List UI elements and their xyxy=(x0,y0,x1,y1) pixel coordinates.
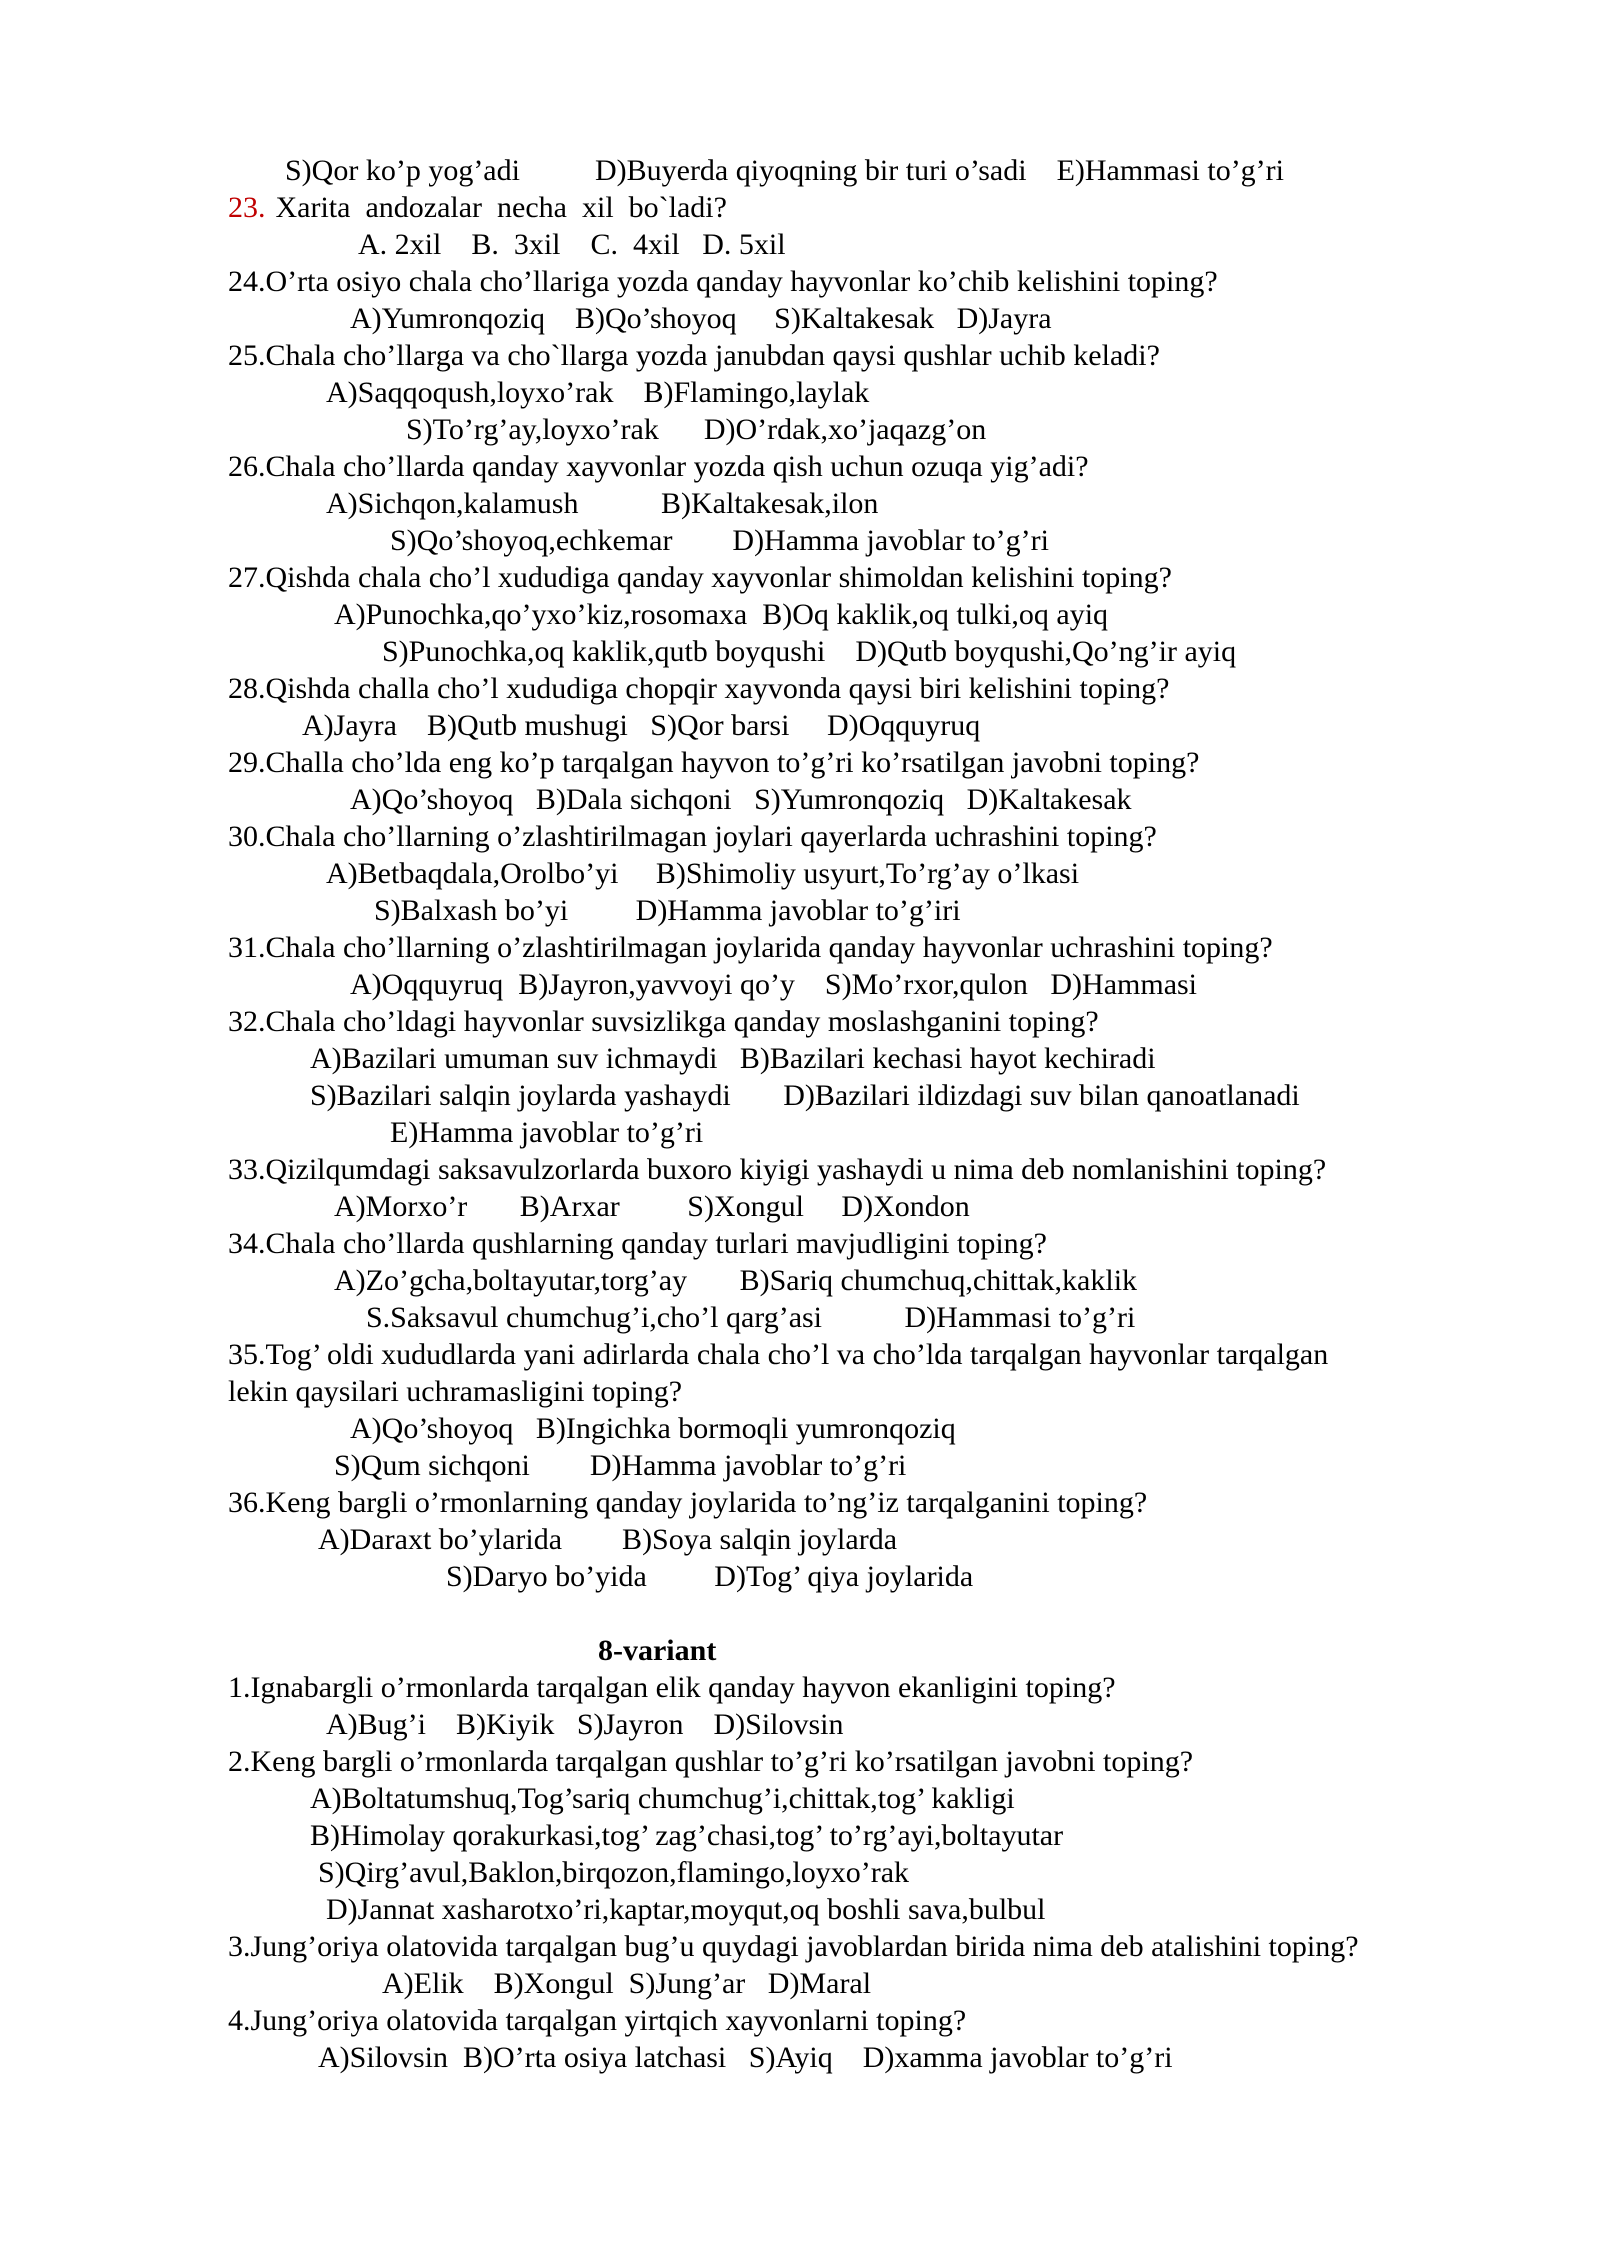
answer-options-29: A)Qo’shoyoq B)Dala sichqoni S)Yumronqoziq D)Kaltakesak xyxy=(350,783,1132,816)
variant8-question-4: 4.Jung’oriya olatovida tarqalgan yirtqich xayvonlarni toping? xyxy=(228,2004,967,2037)
question-35: 35.Tog’ oldi xududlarda yani adirlarda chala cho’l va cho’lda tarqalgan hayvonlar tarqalgan xyxy=(228,1338,1329,1371)
variant8-answer-options-1: A)Bug’i B)Kiyik S)Jayron D)Silovsin xyxy=(326,1708,844,1741)
answer-options-30-sd: S)Balxash bo’yi D)Hamma javoblar to’g’iri xyxy=(374,894,961,927)
answer-options-26-sd: S)Qo’shoyoq,echkemar D)Hamma javoblar to’g’ri xyxy=(390,524,1049,557)
variant-heading: 8-variant xyxy=(598,1634,717,1667)
question-35-continuation: lekin qaysilari uchramasligini toping? xyxy=(228,1375,683,1408)
question-25: 25.Chala cho’llarga va cho`llarga yozda janubdan qaysi qushlar uchib keladi? xyxy=(228,339,1160,372)
answer-options-35-ab: A)Qo’shoyoq B)Ingichka bormoqli yumronqoziq xyxy=(350,1412,956,1445)
answer-options-22: S)Qor ko’p yog’adi D)Buyerda qiyoqning bir turi o’sadi E)Hammasi to’g’ri xyxy=(285,154,1284,187)
answer-options-24: A)Yumronqoziq B)Qo’shoyoq S)Kaltakesak D)Jayra xyxy=(350,302,1052,335)
variant8-answer-options-3: A)Elik B)Xongul S)Jung’ar D)Maral xyxy=(382,1967,872,2000)
variant8-answer-option-2a: A)Boltatumshuq,Tog’sariq chumchug’i,chittak,tog’ kakligi xyxy=(310,1782,1015,1815)
variant8-question-3: 3.Jung’oriya olatovida tarqalgan bug’u quydagi javoblardan birida nima deb atalishini toping? xyxy=(228,1930,1359,1963)
answer-options-36-sd: S)Daryo bo’yida D)Tog’ qiya joylarida xyxy=(446,1560,974,1593)
variant8-answer-option-2d: D)Jannat xasharotxo’ri,kaptar,moyqut,oq boshli sava,bulbul xyxy=(326,1893,1046,1926)
question-33: 33.Qizilqumdagi saksavulzorlarda buxoro kiyigi yashaydi u nima deb nomlanishini toping? xyxy=(228,1153,1327,1186)
question-27: 27.Qishda chala cho’l xududiga qanday xayvonlar shimoldan kelishini toping? xyxy=(228,561,1172,594)
question-32: 32.Chala cho’ldagi hayvonlar suvsizlikga qanday moslashganini toping? xyxy=(228,1005,1099,1038)
answer-options-32-e: E)Hamma javoblar to’g’ri xyxy=(390,1116,704,1149)
question-29: 29.Challa cho’lda eng ko’p tarqalgan hayvon to’g’ri ko’rsatilgan javobni toping? xyxy=(228,746,1200,779)
question-31: 31.Chala cho’llarning o’zlashtirilmagan joylarida qanday hayvonlar uchrashini toping? xyxy=(228,931,1273,964)
answer-options-32-sd: S)Bazilari salqin joylarda yashaydi D)Bazilari ildizdagi suv bilan qanoatlanadi xyxy=(310,1079,1300,1112)
question-number-23: 23. xyxy=(228,191,266,224)
answer-options-34-sd: S.Saksavul chumchug’i,cho’l qarg’asi D)Hammasi to’g’ri xyxy=(366,1301,1136,1334)
answer-options-27-ab: A)Punochka,qo’yxo’kiz,rosomaxa B)Oq kaklik,oq tulki,oq ayiq xyxy=(334,598,1109,631)
answer-options-34-ab: A)Zo’gcha,boltayutar,torg’ay B)Sariq chumchuq,chittak,kaklik xyxy=(334,1264,1138,1297)
answer-options-33: A)Morxo’r B)Arxar S)Xongul D)Xondon xyxy=(334,1190,970,1223)
question-23: Xarita andozalar necha xil bo`ladi? xyxy=(268,191,727,224)
answer-options-35-sd: S)Qum sichqoni D)Hamma javoblar to’g’ri xyxy=(334,1449,907,1482)
question-30: 30.Chala cho’llarning o’zlashtirilmagan joylari qayerlarda uchrashini toping? xyxy=(228,820,1157,853)
variant8-question-1: 1.Ignabargli o’rmonlarda tarqalgan elik qanday hayvon ekanligini toping? xyxy=(228,1671,1116,1704)
variant8-answer-option-2s: S)Qirg’avul,Baklon,birqozon,flamingo,loyxo’rak xyxy=(318,1856,910,1889)
question-34: 34.Chala cho’llarda qushlarning qanday turlari mavjudligini toping? xyxy=(228,1227,1047,1260)
variant8-answer-options-4: A)Silovsin B)O’rta osiya latchasi S)Ayiq D)xamma javoblar to’g’ri xyxy=(318,2041,1173,2074)
answer-options-23: A. 2xil B. 3xil C. 4xil D. 5xil xyxy=(358,228,786,261)
answer-options-28: A)Jayra B)Qutb mushugi S)Qor barsi D)Oqquyruq xyxy=(302,709,981,742)
answer-options-27-sd: S)Punochka,oq kaklik,qutb boyqushi D)Qutb boyqushi,Qo’ng’ir ayiq xyxy=(382,635,1237,668)
answer-options-25-sd: S)To’rg’ay,loyxo’rak D)O’rdak,xo’jaqazg’on xyxy=(406,413,987,446)
variant8-answer-option-2b: B)Himolay qorakurkasi,tog’ zag’chasi,tog’ to’rg’ayi,boltayutar xyxy=(310,1819,1064,1852)
answer-options-26-ab: A)Sichqon,kalamush B)Kaltakesak,ilon xyxy=(326,487,879,520)
answer-options-30-ab: A)Betbaqdala,Orolbo’yi B)Shimoliy usyurt,To’rg’ay o’lkasi xyxy=(326,857,1080,890)
answer-options-25-ab: A)Saqqoqush,loyxo’rak B)Flamingo,laylak xyxy=(326,376,870,409)
question-24: 24.O’rta osiyo chala cho’llariga yozda qanday hayvonlar ko’chib kelishini toping? xyxy=(228,265,1218,298)
answer-options-31: A)Oqquyruq B)Jayron,yavvoyi qo’y S)Mo’rxor,qulon D)Hammasi xyxy=(350,968,1198,1001)
variant8-question-2: 2.Keng bargli o’rmonlarda tarqalgan qushlar to’g’ri ko’rsatilgan javobni toping? xyxy=(228,1745,1194,1778)
answer-options-32-ab: A)Bazilari umuman suv ichmaydi B)Bazilari kechasi hayot kechiradi xyxy=(310,1042,1156,1075)
answer-options-36-ab: A)Daraxt bo’ylarida B)Soya salqin joylarda xyxy=(318,1523,898,1556)
question-36: 36.Keng bargli o’rmonlarning qanday joylarida to’ng’iz tarqalganini toping? xyxy=(228,1486,1148,1519)
question-28: 28.Qishda challa cho’l xududiga chopqir xayvonda qaysi biri kelishini toping? xyxy=(228,672,1170,705)
question-26: 26.Chala cho’llarda qanday xayvonlar yozda qish uchun ozuqa yig’adi? xyxy=(228,450,1089,483)
